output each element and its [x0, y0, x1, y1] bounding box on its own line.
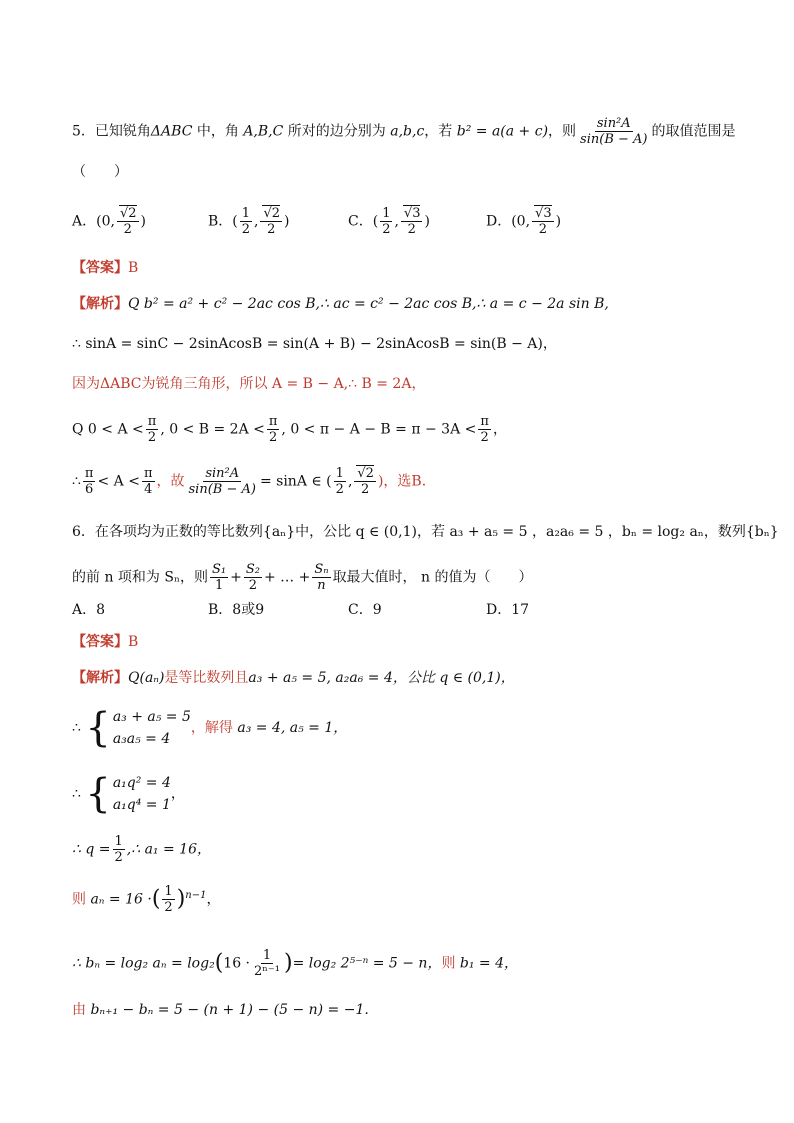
q6-solution-3	[72, 772, 185, 816]
q5-solution-4	[72, 414, 507, 445]
frac-den: 4	[144, 482, 153, 497]
q5-stem-text: 5．已知锐角	[72, 123, 151, 140]
frac-num: 1	[114, 834, 123, 849]
solution-text: 是等比数列且	[164, 670, 249, 686]
q5-stem-text: ，若	[424, 123, 457, 140]
frac	[312, 562, 330, 593]
solution-text: , 0 < π − A − B = π − 3A <	[281, 421, 477, 438]
frac	[244, 562, 262, 593]
frac-den: n	[317, 578, 326, 593]
equation-system	[85, 706, 191, 750]
solution-text: Q 0 < A <	[72, 421, 144, 438]
solution-text: 16 ·	[223, 955, 250, 972]
frac-den: sin(B − A)	[580, 132, 648, 147]
frac-den: 2	[267, 222, 276, 237]
system-row: a₁q⁴ = 1	[112, 797, 171, 813]
q5-solution-1	[72, 294, 609, 314]
comma: ,	[394, 213, 399, 230]
analysis-tag: 【解析】	[72, 670, 128, 686]
frac-num: π	[147, 414, 157, 429]
frac-den: 2	[123, 222, 132, 237]
solution-text: < A <	[97, 473, 140, 490]
q6-stem-1: 6．在各项均为正数的等比数列{aₙ}中，公比 q ∈ (0,1)，若 a₃ + a₅ = 5 ，a₂a₆ = 5 ，bₙ = log₂ aₙ，数列{bₙ}	[72, 524, 779, 540]
frac-den: 6	[85, 482, 94, 497]
frac	[113, 834, 125, 865]
frac	[210, 562, 228, 593]
q5-triangle: ΔABC	[150, 123, 193, 140]
q6-option-a: A．8	[72, 602, 106, 618]
paren: )	[555, 213, 562, 230]
solution-text: a₃ = 4, a₅ = 1，	[232, 720, 348, 736]
q5-option-a	[72, 206, 146, 237]
solution-text: ，	[170, 786, 185, 802]
system-row: a₃ + a₅ = 5	[112, 709, 191, 725]
q5-blank: （ ）	[72, 164, 128, 180]
q6-option-d: D．17	[486, 602, 530, 618]
paren: )	[283, 950, 293, 976]
frac	[267, 414, 280, 445]
q6-option-b: B．8或9	[208, 602, 265, 618]
solution-text: bₙ₊₁ − bₙ = 5 − (n + 1) − (5 − n) = −1.	[86, 1002, 369, 1018]
q5-option-c	[348, 206, 430, 237]
frac	[334, 466, 346, 497]
q6-stem-text: 取最大值时， n 的值为（ ）	[332, 569, 533, 586]
frac-den: 2	[241, 222, 251, 237]
frac-num: √2	[357, 466, 374, 481]
frac-num: 1	[335, 466, 344, 481]
frac	[240, 206, 252, 237]
solution-text: ，	[492, 421, 507, 438]
frac-den: 2	[538, 222, 547, 237]
therefore-symbol: ∴	[72, 786, 86, 802]
frac-den: 2	[147, 430, 157, 445]
q5-stem-text: ，则	[548, 123, 577, 140]
solution-text: ，故	[156, 473, 185, 490]
frac-num: √2	[263, 206, 281, 221]
analysis-tag: 【解析】	[72, 296, 128, 312]
frac-num: π	[480, 414, 489, 429]
solution-text: = log₂ 2⁵⁻ⁿ = 5 − n，	[292, 955, 442, 972]
solution-text: ∴ bₙ = log₂ aₙ = log₂	[72, 955, 215, 972]
frac-num: Sₙ	[314, 562, 329, 577]
solution-text: 则	[441, 955, 456, 972]
q6-stem-text: 的前 n 项和为 Sₙ，则	[72, 569, 209, 586]
frac-num: S₁	[212, 562, 227, 577]
system-row: a₃a₅ = 4	[112, 731, 171, 747]
frac-num: √2	[119, 206, 137, 221]
solution-text: aₙ = 16 ·	[86, 891, 152, 908]
frac-den: 2	[382, 222, 391, 237]
solution-text: = sinA ∈ (	[259, 473, 332, 490]
q6-solution-2	[72, 706, 347, 750]
solution-text: , 0 < B = 2A <	[160, 421, 265, 438]
q6-solution-4	[72, 834, 211, 865]
frac-den: 1	[214, 578, 224, 593]
frac-num: sin²A	[596, 116, 631, 131]
frac-den: sin(B − A)	[188, 482, 256, 497]
paren: (	[214, 950, 224, 976]
solution-text: 由	[72, 1002, 86, 1018]
therefore-symbol: ∴	[72, 720, 86, 736]
paren: )	[176, 886, 186, 912]
frac-num: 1	[241, 206, 251, 221]
answer-tag: 【答案】	[72, 260, 128, 276]
solution-text: ∴	[72, 473, 81, 490]
q6-answer	[72, 632, 138, 652]
frac	[117, 206, 139, 237]
paren: )	[424, 213, 430, 230]
q5-angles: A,B,C	[243, 123, 284, 140]
frac-den: 2	[480, 430, 489, 445]
q5-sides: a,b,c	[390, 123, 425, 140]
solution-text: 则	[72, 891, 86, 908]
frac-den: 2	[248, 578, 258, 593]
frac-den: 2	[114, 850, 123, 865]
operator: +	[230, 569, 242, 586]
q5-solution-2: ∴ sinA = sinC − 2sinAcosB = sin(A + B) − 2sinAcosB = sin(B − A)，	[72, 336, 557, 352]
answer-tag: 【答案】	[72, 634, 128, 650]
option-label: B．(	[208, 213, 238, 230]
frac-den: 2ⁿ⁻¹	[254, 964, 280, 979]
frac-num: 1	[382, 206, 391, 221]
solution-text: ，	[206, 891, 221, 908]
solution-text: Q b² = a² + c² − 2ac cos B,∴ ac = c² − 2ac cos B,∴ a = c − 2a sin B,	[128, 296, 609, 312]
solution-text: a₃ + a₅ = 5, a₂a₆ = 4，公比 q ∈ (0,1)，	[248, 670, 515, 686]
option-label: A．(0,	[72, 213, 115, 230]
q6-solution-6	[72, 948, 518, 979]
q6-solution-1	[72, 668, 515, 688]
frac	[162, 884, 174, 915]
solution-text: ,∴ a₁ = 16，	[126, 841, 211, 858]
frac-num: √3	[403, 206, 421, 221]
frac-num: 1	[262, 948, 272, 963]
q6-solution-7	[72, 1000, 369, 1020]
frac-num: π	[84, 466, 94, 481]
brace: {	[85, 705, 111, 751]
frac-num: 1	[164, 884, 173, 899]
brace: {	[85, 771, 111, 817]
frac-den: 2	[269, 430, 278, 445]
q5-stem	[72, 116, 736, 147]
paren: )	[284, 213, 290, 230]
q5-solution-3: 因为ΔABC为锐角三角形，所以 A = B − A,∴ B = 2A，	[72, 376, 426, 392]
option-label: C．(	[348, 213, 379, 230]
equation-system	[85, 772, 171, 816]
frac-num: √3	[535, 206, 552, 221]
frac-num: sin²A	[205, 466, 240, 481]
answer-value: B	[128, 634, 139, 650]
q5-stem-text: 的取值范围是	[651, 123, 736, 140]
frac	[401, 206, 423, 237]
frac-den: 2	[407, 222, 416, 237]
solution-text: )，选B.	[377, 473, 427, 490]
solution-text: b₁ = 4，	[455, 955, 519, 972]
q6-option-c: C．9	[348, 602, 382, 618]
frac-num: π	[268, 414, 278, 429]
system-row: a₁q² = 4	[112, 775, 171, 791]
frac-num: S₂	[245, 562, 260, 577]
q5-stem-text: 所对的边分别为	[283, 123, 391, 140]
frac	[354, 466, 376, 497]
frac	[532, 206, 554, 237]
exponent: n−1	[185, 889, 207, 901]
frac	[187, 466, 258, 497]
frac-den: 2	[335, 482, 344, 497]
frac-den: 2	[164, 900, 173, 915]
frac	[478, 414, 491, 445]
frac	[83, 466, 96, 497]
q5-stem-text: 中，角	[192, 123, 244, 140]
paren: (	[151, 886, 161, 912]
frac	[146, 414, 159, 445]
q5-option-d	[486, 206, 561, 237]
q5-solution-5	[72, 466, 426, 497]
comma: ,	[347, 473, 353, 490]
frac-den: 2	[361, 482, 370, 497]
q5-answer	[72, 258, 138, 278]
paren: )	[140, 213, 146, 230]
q5-fraction	[578, 116, 649, 147]
frac	[260, 206, 282, 237]
frac	[252, 948, 282, 979]
frac	[142, 466, 155, 497]
solution-text: Q(aₙ)	[128, 670, 165, 686]
solution-text: ∴ q =	[72, 841, 111, 858]
option-label: D．(0,	[486, 213, 531, 230]
answer-value: B	[128, 260, 139, 276]
q6-solution-5	[72, 884, 220, 915]
frac	[380, 206, 392, 237]
comma: ,	[254, 213, 259, 230]
q6-stem-2	[72, 562, 532, 593]
q5-option-b	[208, 206, 290, 237]
frac-num: π	[143, 466, 153, 481]
operator: + … +	[264, 569, 311, 586]
q5-condition: b² = a(a + c)	[456, 123, 549, 140]
solution-text: ，解得	[190, 720, 233, 736]
